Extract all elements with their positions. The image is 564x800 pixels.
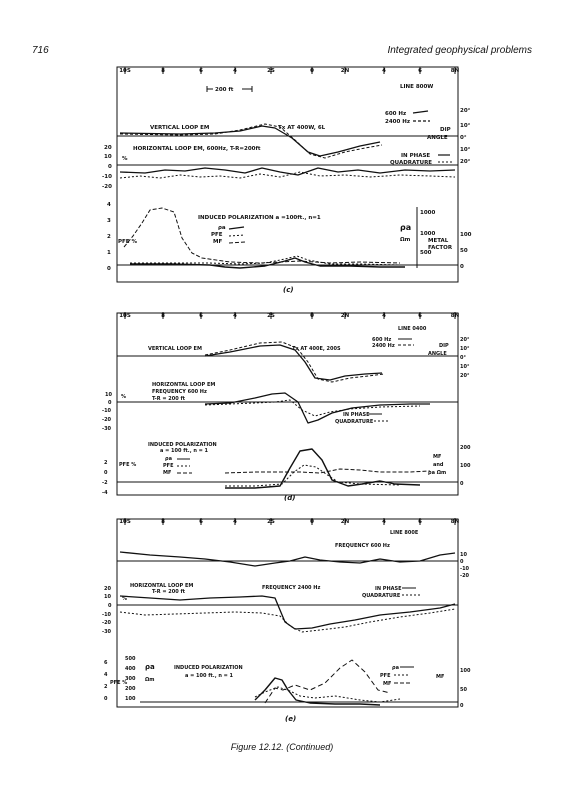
panel-e-hlem-tick: 0 [108,603,112,609]
panel-e-ip-mf-tick: 0 [460,703,464,709]
panel-e-hlem-tick: 20 [104,586,111,592]
panel-d-hlem-tick: 0 [108,400,112,406]
panel-d-ip-right-tick: 100 [460,463,471,469]
panel-c-ip-left-tick: 4 [107,202,111,208]
panel-e-vlem-tick: -10 [460,566,470,572]
panel-d-station-label: 2N [340,313,350,319]
panel-d-freq-600: 600 Hz [372,337,392,343]
panel-d-angle: ANGLE [428,351,447,357]
panel-c-station-label: 0 [310,68,314,74]
panel-e-station-label: 2N [340,519,350,525]
panel-c-station-label: 6 [199,68,203,74]
panel-c-station-label: 10S [119,68,131,74]
panel-d-station-label: 10S [119,313,131,319]
panel-c-station-label: 2N [340,68,350,74]
panel-d-vlem-title: VERTICAL LOOP EM [148,346,202,352]
panel-c-ip-left-tick: PFE % [118,239,137,245]
panel-e-vlem-freq: FREQUENCY 600 Hz [335,543,390,549]
panel-c-hlem-tick: % [122,156,128,162]
panel-e-ip-mf-tick: 100 [460,668,471,674]
panel-c-inphase-curve [120,168,455,175]
panel-d-hlem-freq: FREQUENCY 600 Hz [152,389,207,395]
panel-d-dip: DIP [439,343,449,349]
panel-d-ip-unit: and [433,462,444,468]
panel-d-inphase-curve [205,393,430,423]
panel-d-ip-pfe: PFE [163,463,174,469]
panel-d-hlem-tick: -20 [102,417,112,423]
panel-e-hlem-freq: FREQUENCY 2400 Hz [262,585,321,591]
panel-c-ip-mf-tick: 50 [460,248,468,254]
panel-c-station-label: 4 [233,68,237,74]
panel-e-station-label: 4 [233,519,237,525]
panel-c-vlem-tick: 10° [460,123,471,129]
panel-c-station-label: 6 [418,68,422,74]
panel-e-ip-rho-tick: 300 [125,676,136,682]
panel-c-station-label: 4 [382,68,386,74]
panel-e-ip-pfe-unit: PFE % [110,680,128,686]
panel-e-ip-rho: ρa [392,665,399,671]
panel-d-station-label: 0 [310,313,314,319]
panel-c-label: (c) [283,286,294,294]
panel-e-ip-rho-tick: 100 [125,696,136,702]
panel-d-station-label: 8 [161,313,165,319]
panel-d-quadrature: QUADRATURE [335,419,374,425]
panel-e-ip-mf-unit: MF [436,674,445,680]
panel-c-ip-rho-tick: 500 [420,250,432,256]
panel-c-ip-left-tick: 3 [107,218,111,224]
panel-c-station-label: 8N [450,68,460,74]
panel-c-tx: Tx AT 400W, 6L [278,125,326,131]
panel-c-station-label: 8 [161,68,165,74]
panel-c-vlem-tick: 20° [460,159,471,165]
panel-e-ip-pfe-tick: 2 [104,684,108,690]
panel-d-ip-rho: ρa [165,456,172,462]
panel-d-ip-left-tick: 0 [104,470,108,476]
panel-e-vlem-tick: -20 [460,573,470,579]
panel-c-hlem-tick: -20 [102,184,112,190]
panel-e-frame [117,519,458,707]
panel-c-line-label: LINE 800W [400,84,434,90]
panel-d-station-label: 4 [382,313,386,319]
panel-d-station-label: 6 [418,313,422,319]
panel-c-hlem-tick: -10 [102,174,112,180]
panel-e-hlem-tick: % [122,596,128,602]
panel-e-station-label: 8N [450,519,460,525]
panel-d-ip-right-tick: 200 [460,445,471,451]
panel-d-ip-unit: ρa Ωm [428,470,447,476]
panel-e-hlem-tick: -30 [102,629,112,635]
panel-c-vlem-tick: 20° [460,108,471,114]
panel-e-station-label: 2S [267,519,275,525]
panel-c-ip-rho-tick: 1000 [420,210,436,216]
panel-e-ip-rho-tick: 500 [125,656,136,662]
panel-e-ip-pfe-tick: 0 [104,696,108,702]
panel-d-hlem-tr: T-R = 200 ft [152,396,186,402]
panel-e-ip-params: a = 100 ft., n = 1 [185,673,234,679]
panel-d-line-label: LINE 0400 [398,326,427,332]
panel-d-pfe-curve [225,465,400,486]
panel-d-ip-title: INDUCED POLARIZATION [148,442,217,448]
panel-d-vlem-tick: 10° [460,346,470,352]
panel-c-angle: ANGLE [427,135,448,141]
panel-c-ip-mf-tick: 100 [460,232,472,238]
panel-e-label: (e) [285,715,297,723]
panel-d-ip-right-tick: 0 [460,481,464,487]
panel-c-hlem-title: HORIZONTAL LOOP EM, 600Hz, T-R=200ft [133,146,261,152]
panel-e-station-label: 8 [161,519,165,525]
panel-d-hlem-tick: -10 [102,408,112,414]
panel-e-ip-rho-tick: 200 [125,686,136,692]
panel-c-scale: 200 ft [215,87,234,93]
panel-c-hlem-tick: 10 [104,154,112,160]
running-title: Integrated geophysical problems [387,45,532,56]
panel-c-ip-mf-unit: FACTOR [428,245,453,251]
panel-d-label: (d) [284,494,296,502]
panel-d-in-phase: IN PHASE [343,412,370,418]
panel-c-ip-left-tick: 1 [107,250,111,256]
panel-d-ip-left-tick: 2 [104,460,108,466]
panel-d-vlem-tick: 10° [460,364,470,370]
panel-d-ip-mf: MF [163,470,172,476]
panel-e-station-label: 10S [119,519,131,525]
panel-c-ip-rho-unit: ρa [400,223,412,232]
panel-e-station-label: 6 [199,519,203,525]
panel-e-ip-pfe-tick: 6 [104,660,108,666]
panel-c-dip: DIP [440,127,451,133]
panel-e-vlem-tick: 0 [460,559,464,565]
panel-c-ip-left-tick: 2 [107,234,111,240]
panel-e-ip-pfe-tick: 4 [104,672,108,678]
panel-e-hlem-tick: -20 [102,620,112,626]
panel-e-vlem-600hz-curve [120,552,455,566]
panel-e-rho-curve [255,678,380,705]
panel-c-ip-mf-tick: 0 [460,264,464,270]
panel-c-freq-2400: 2400 Hz [385,119,411,125]
panel-d-vlem-tick: 0° [460,355,466,361]
panel-e-ip-title: INDUCED POLARIZATION [174,665,243,671]
panel-c-ip-rho-tick: 1000 [420,231,436,237]
panel-c-ip-title: INDUCED POLARIZATION a =100ft., n=1 [198,215,321,221]
panel-c-ip-mf-unit: METAL [428,238,449,244]
panel-d-vlem-tick: 20° [460,373,470,379]
panel-e-ip-mf: MF [383,681,392,687]
panel-e-ip-rho-tick: 400 [125,666,136,672]
panel-d-ip-left-tick: -4 [102,490,108,496]
panel-e-ip-pfe: PFE [380,673,391,679]
panel-e-quadrature: QUADRATURE [362,593,401,599]
panel-d-tx: Tx AT 400E, 200S [292,346,341,352]
figure-caption: Figure 12.12. (Continued) [230,742,334,752]
panel-c-vlem-tick: 0° [460,135,467,141]
panel-e-hlem-title: HORIZONTAL LOOP EM [130,583,194,589]
panel-c-quadrature: QUADRATURE [390,160,433,166]
panel-e-ip-rho-unit: Ωm [145,677,155,683]
panel-e-inphase-curve [120,596,455,629]
panel-c-ip-pfe: PFE [211,232,223,238]
panel-e-pfe-curve [255,687,400,702]
panel-e-station-label: 4 [382,519,386,525]
panel-e-station-label: 6 [418,519,422,525]
panel-e-station-label: 0 [310,519,314,525]
panel-e-in-phase: IN PHASE [375,586,402,592]
panel-d-station-label: 8N [450,313,460,319]
panel-c-ip-rho: ρa [218,225,226,231]
panel-c-in-phase: IN PHASE [401,153,431,159]
page-number: 716 [32,45,49,56]
panel-c-ip-mf: MF [213,239,223,245]
panel-c-hlem-tick: 0 [108,164,112,170]
panel-d-ip-left-tick: PFE % [119,462,137,468]
panel-d-ip-params: a = 100 ft., n = 1 [160,448,209,454]
panel-c-freq-600: 600 Hz [385,111,407,117]
panel-e-ip-mf-tick: 50 [460,687,467,693]
panel-d-hlem-tick: % [121,394,127,400]
panel-c-vlem-tick: 10° [460,147,471,153]
panel-d-station-label: 2S [267,313,275,319]
panel-e-hlem-tick: -10 [102,612,112,618]
panel-d-station-label: 6 [199,313,203,319]
panel-e-ip-rho-unit: ρa [145,663,155,671]
panel-c-frame [117,67,458,282]
panel-c-ip-left-tick: 0 [107,266,111,272]
panel-d-ip-unit: MF [433,454,442,460]
panel-c-hlem-tick: 20 [104,145,112,151]
panel-d-ip-left-tick: -2 [102,480,108,486]
panel-e-vlem-tick: 10 [460,552,467,558]
panel-d-vlem-tick: 20° [460,337,470,343]
panel-c-station-label: 2S [267,68,275,74]
panel-c-vlem-title: VERTICAL LOOP EM [150,125,210,131]
panel-d-hlem-tick: 10 [105,392,112,398]
panel-e-hlem-tick: 10 [104,594,111,600]
panel-c-station-ticks [119,67,459,74]
panel-c-ip-rho-unit: Ωm [400,237,411,243]
panel-d-freq-2400: 2400 Hz [372,343,395,349]
panel-e-line-label: LINE 800E [390,530,419,536]
panel-e-hlem-tr: T-R = 200 ft [152,589,186,595]
panel-d-hlem-title: HORIZONTAL LOOP EM [152,382,216,388]
panel-d-hlem-tick: -30 [102,426,112,432]
panel-d-station-label: 4 [233,313,237,319]
